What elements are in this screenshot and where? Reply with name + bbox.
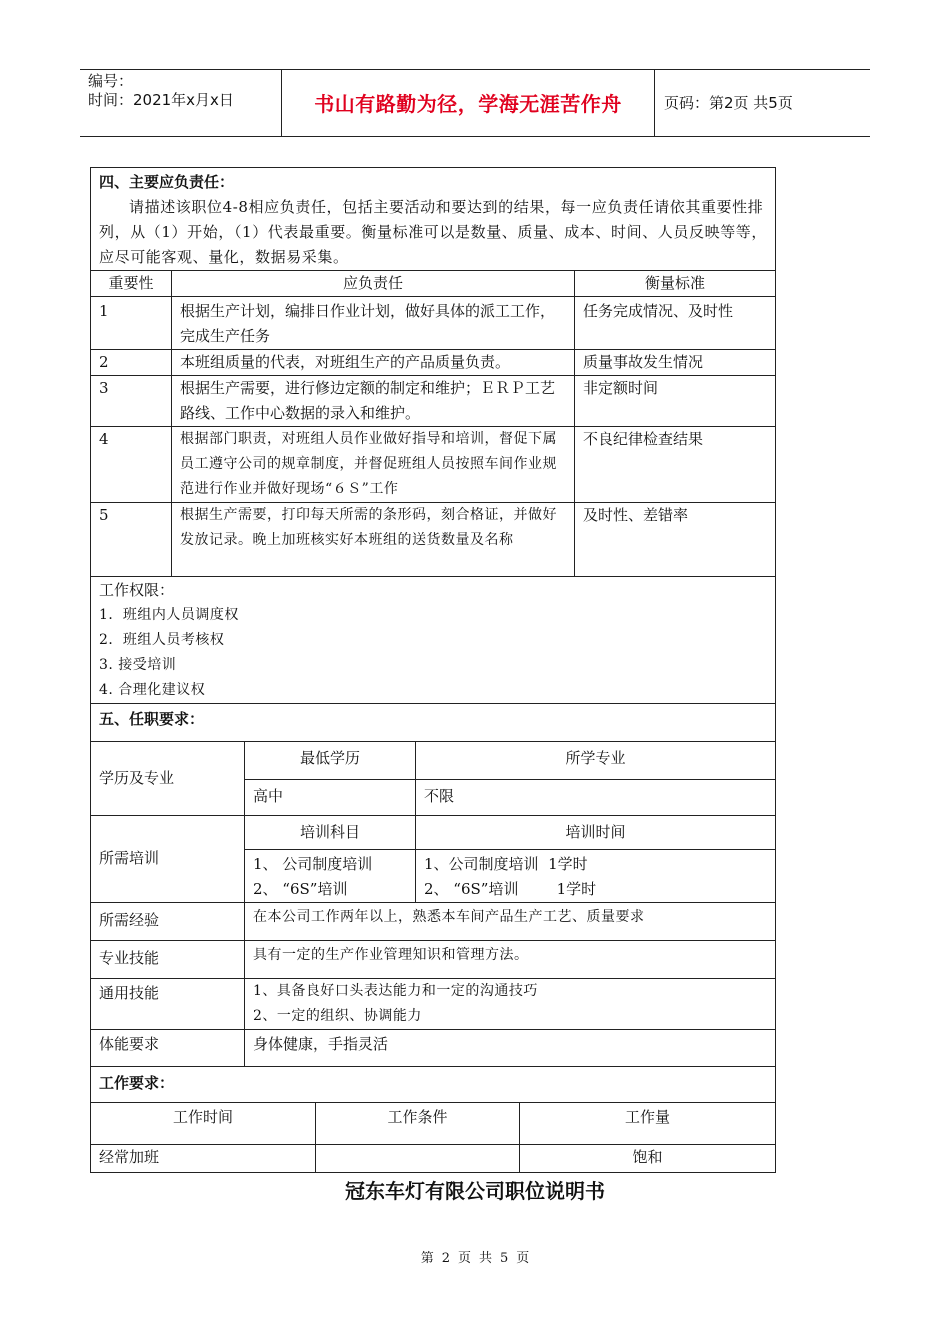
page-footer <box>0 1247 950 1266</box>
row-duty: 根据部门职责，对班组人员作业做好指导和培训，督促下属员工遵守公司的规章制度，并督促班组人员按照车间作业规范进行作业并做好现场“６Ｓ”工作 <box>172 427 575 503</box>
row-rank: 5 <box>91 503 172 577</box>
education-h1: 最低学历 <box>245 742 416 779</box>
row-measure: 不良纪律检查结果 <box>575 427 776 503</box>
footer-page-number: 2 <box>441 1251 450 1266</box>
header-slogan: 书山有路勤为径，学海无涯苦作舟 <box>282 69 655 136</box>
general-label: 通用技能 <box>91 978 245 1029</box>
number-label: 编号： <box>88 72 134 90</box>
footer-total-pages: 5 <box>500 1251 509 1266</box>
header-page-label: 页码：第2页 共5页 <box>664 94 793 112</box>
work-condition-value <box>316 1145 520 1173</box>
skill-value: 具有一定的生产作业管理知识和管理方法。 <box>245 940 776 978</box>
authority-item: 2．班组人员考核权 <box>99 632 225 648</box>
training-h2: 培训时间 <box>416 815 776 849</box>
training-h1: 培训科目 <box>245 815 416 849</box>
general-line: 2、一定的组织、协调能力 <box>253 1007 422 1024</box>
physical-label: 体能要求 <box>91 1029 245 1066</box>
general-line: 1、具备良好口头表达能力和一定的沟通技巧 <box>253 982 538 999</box>
row-rank: 4 <box>91 427 172 503</box>
experience-label: 所需经验 <box>91 902 245 940</box>
work-title: 工作要求： <box>99 1073 175 1092</box>
authority-item: 4. 合理化建议权 <box>99 682 206 698</box>
time-label: 时间：2021年x月x日 <box>88 91 234 109</box>
row-duty: 本班组质量的代表，对班组生产的产品质量负责。 <box>172 350 575 376</box>
education-label: 学历及专业 <box>91 742 245 815</box>
responsibility-table <box>90 167 776 742</box>
physical-value: 身体健康，手指灵活 <box>245 1029 776 1066</box>
table-row <box>91 503 776 577</box>
table-row <box>91 376 776 427</box>
row-measure: 非定额时间 <box>575 376 776 427</box>
work-time-value: 经常加班 <box>91 1145 316 1173</box>
row-rank: 3 <box>91 376 172 427</box>
col-rank-header: 重要性 <box>91 271 172 297</box>
row-rank: 1 <box>91 297 172 350</box>
training-time: 2、 “6S”培训 1学时 <box>424 879 597 898</box>
responsibility-header-row <box>91 271 776 297</box>
footer-text: 页 <box>516 1251 530 1266</box>
col-measure-header: 衡量标准 <box>575 271 776 297</box>
work-time-header: 工作时间 <box>91 1103 316 1145</box>
section4-intro: 请描述该职位4-8相应负责任，包括主要活动和要达到的结果，每一应负责任请依其重要性排列，从（1）开始，（1）代表最重要。衡量标准可以是数量、质量、成本、时间、人员反映等等，应尽可能客观、量化，数据易采集。 <box>99 198 767 266</box>
education-v2: 不限 <box>416 779 776 815</box>
section4-title: 四、主要应负责任： <box>99 173 235 191</box>
work-volume-value: 饱和 <box>520 1145 776 1173</box>
row-measure: 质量事故发生情况 <box>575 350 776 376</box>
work-condition-header: 工作条件 <box>316 1103 520 1145</box>
row-duty: 根据生产需要，进行修边定额的制定和维护；ＥＲＰ工艺路线、工作中心数据的录入和维护。 <box>172 376 575 427</box>
header-info <box>80 69 282 136</box>
document-title: 冠东车灯有限公司职位说明书 <box>345 1179 605 1203</box>
col-duty-header: 应负责任 <box>172 271 575 297</box>
row-measure: 任务完成情况、及时性 <box>575 297 776 350</box>
footer-text: 第 <box>420 1251 434 1266</box>
main-content <box>90 167 775 1173</box>
footer-text: 页 <box>457 1251 471 1266</box>
training-subject: 2、 “6S”培训 <box>253 879 348 898</box>
row-measure: 及时性、差错率 <box>575 503 776 577</box>
training-time: 1、公司制度培训 1学时 <box>424 854 588 873</box>
authority-title: 工作权限： <box>99 581 175 599</box>
training-label: 所需培训 <box>91 815 245 902</box>
authority-item: 3. 接受培训 <box>99 657 177 673</box>
row-rank: 2 <box>91 350 172 376</box>
header-bottom-rule <box>80 136 870 137</box>
education-v1: 高中 <box>245 779 416 815</box>
work-table <box>90 1067 776 1174</box>
table-row <box>91 427 776 503</box>
skill-label: 专业技能 <box>91 940 245 978</box>
education-h2: 所学专业 <box>416 742 776 779</box>
requirement-table <box>90 742 776 1067</box>
section5-title: 五、任职要求： <box>99 710 205 728</box>
experience-value: 在本公司工作两年以上，熟悉本车间产品生产工艺、质量要求 <box>245 902 776 940</box>
footer-text: 共 <box>479 1251 493 1266</box>
table-row <box>91 350 776 376</box>
table-row <box>91 297 776 350</box>
authority-item: 1．班组内人员调度权 <box>99 607 239 623</box>
row-duty: 根据生产计划，编排日作业计划，做好具体的派工工作，完成生产任务 <box>172 297 575 350</box>
training-subject: 1、 公司制度培训 <box>253 854 373 873</box>
row-duty: 根据生产需要，打印每天所需的条形码，刻合格证，并做好发放记录。晚上加班核实好本班组的送货数量及名称 <box>172 503 575 577</box>
work-volume-header: 工作量 <box>520 1103 776 1145</box>
